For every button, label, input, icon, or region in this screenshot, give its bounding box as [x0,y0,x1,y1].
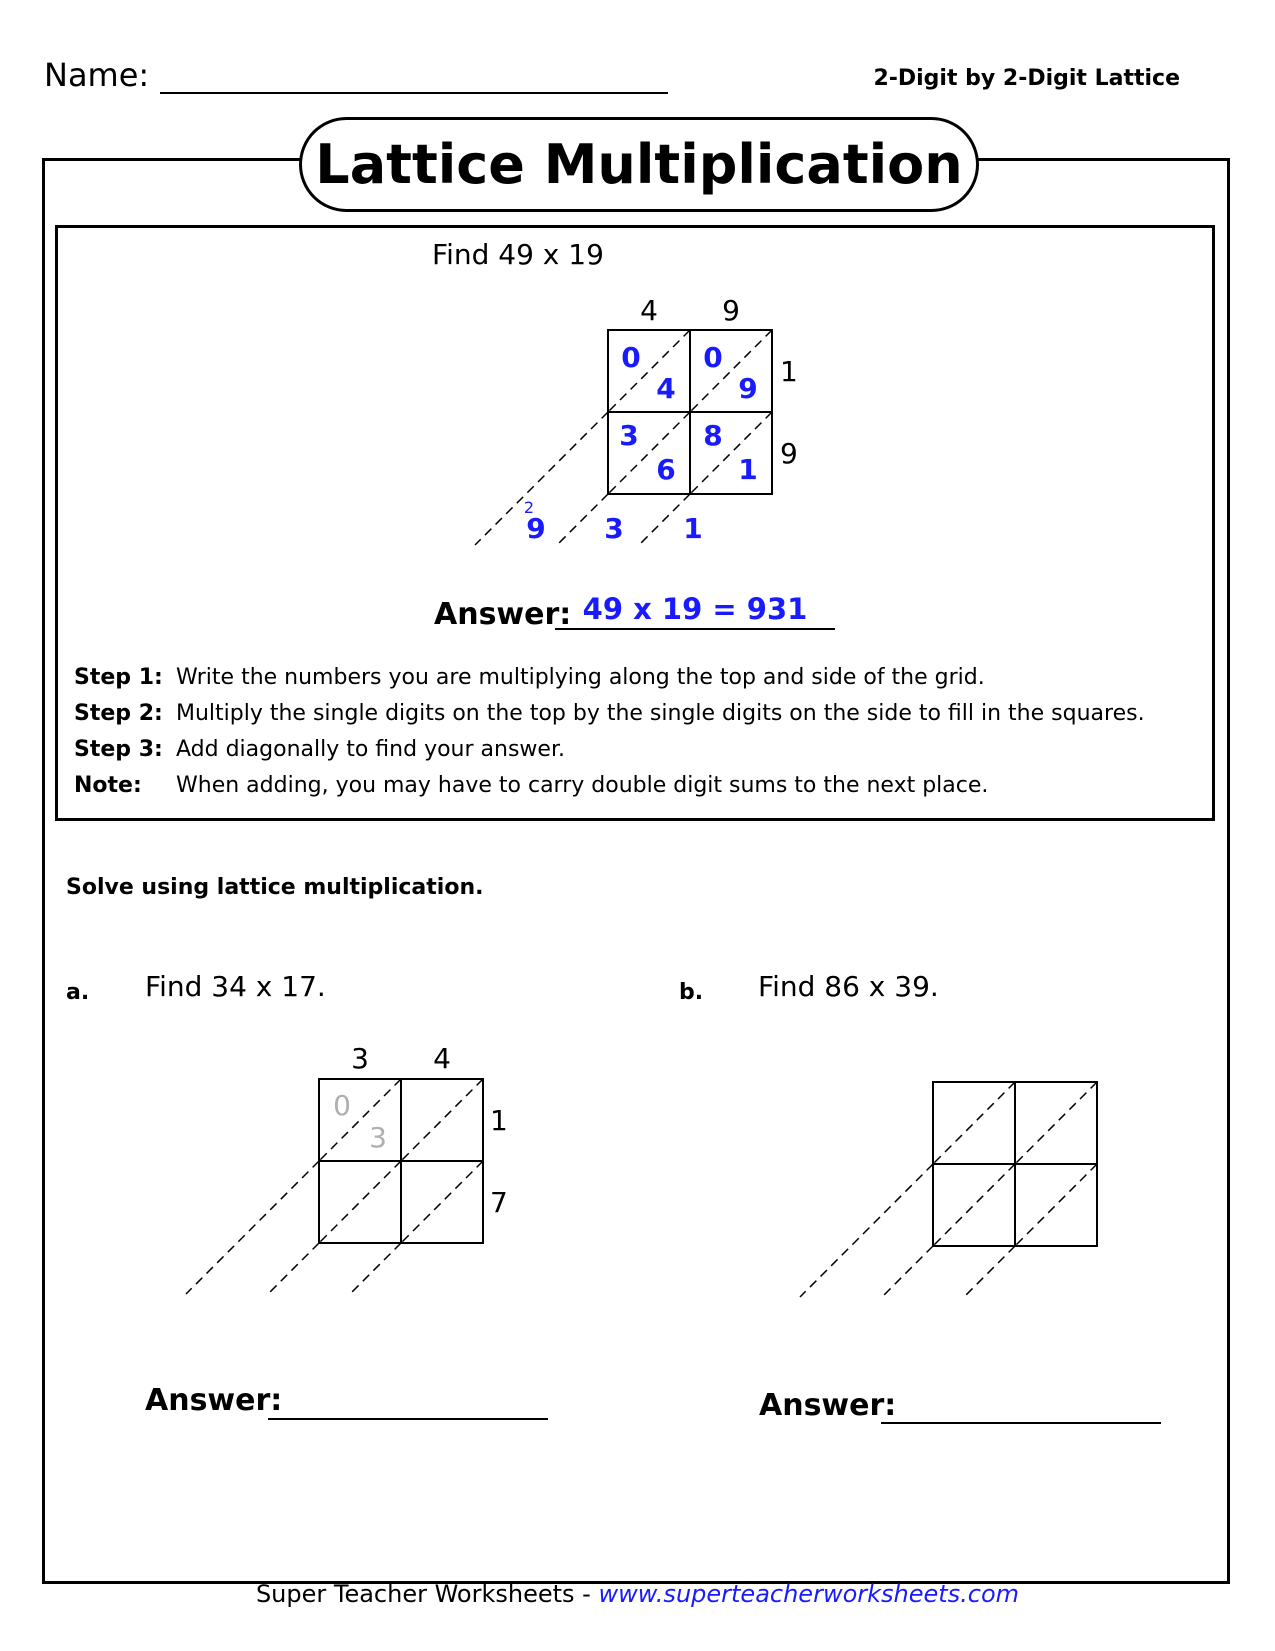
step-label: Step 1: [74,665,163,690]
step-label: Step 2: [74,701,163,726]
problem-b-letter: b. [679,980,704,1005]
problem-b-prompt: Find 86 x 39. [758,970,939,1003]
step-text: Add diagonally to find your answer. [176,737,565,762]
example-top-digit: 9 [722,294,740,327]
instruction-text: Solve using lattice multiplication. [66,875,484,900]
cell-tens-digit: 0 [621,341,641,374]
problem-b-lattice [800,1082,1097,1297]
cell-ones-digit: 4 [656,372,676,405]
problem-a-hint-digits [333,1089,387,1154]
problem-a-side-digit: 7 [490,1186,508,1219]
example-side-digit: 9 [780,437,798,470]
hint-tens-digit: 0 [333,1089,351,1122]
problem-a-letter: a. [66,980,90,1005]
name-label: Name: [44,56,150,94]
cell-ones-digit: 6 [656,453,676,486]
result-digit: 9 [526,512,546,545]
step-row [74,696,1145,732]
example-side-digit: 1 [780,355,798,388]
cell-tens-digit: 3 [619,419,639,452]
footer-text: Super Teacher Worksheets - [255,1580,599,1608]
step-label: Step 3: [74,737,163,762]
example-answer-value: 49 x 19 = 931 [582,592,808,626]
footer-link[interactable]: www.superteacherworksheets.com [598,1580,1020,1608]
problem-b-diagonals [800,1082,1097,1297]
example-answer-line [555,628,835,630]
problem-b-answer-line[interactable] [881,1422,1161,1424]
example-top-digit: 4 [640,294,658,327]
example-answer-label: Answer: [434,597,572,632]
worksheet-subtitle: 2-Digit by 2-Digit Lattice [873,66,1180,91]
steps-list [74,660,1145,804]
cell-tens-digit: 0 [703,341,723,374]
problem-a-side-digit: 1 [490,1104,508,1137]
cell-ones-digit: 1 [738,453,758,486]
problem-b-answer-label: Answer: [759,1388,897,1423]
problem-a-top-digit: 4 [433,1042,451,1075]
example-prompt: Find 49 x 19 [432,238,604,271]
example-cell-digits [523,341,758,545]
problem-a-top-digit: 3 [351,1042,369,1075]
footer [0,1580,1275,1608]
hint-ones-digit: 3 [369,1121,387,1154]
step-label: Note: [74,773,142,798]
result-digit: 1 [683,512,703,545]
cell-ones-digit: 9 [738,372,758,405]
problem-a-prompt: Find 34 x 17. [145,970,326,1003]
page-title: Lattice Multiplication [299,117,979,212]
step-row [74,660,1145,696]
step-row [74,732,1145,768]
step-text: Multiply the single digits on the top by the single digits on the side to fill in the squares. [176,701,1145,726]
result-digit: 3 [604,512,624,545]
step-text: Write the numbers you are multiplying along the top and side of the grid. [176,665,985,690]
step-text: When adding, you may have to carry double digit sums to the next place. [176,773,989,798]
problem-a-answer-label: Answer: [145,1383,283,1418]
carry-digit: 2 [523,498,535,517]
problem-a-answer-line[interactable] [268,1418,548,1420]
cell-tens-digit: 8 [703,419,723,452]
step-row [74,768,1145,804]
